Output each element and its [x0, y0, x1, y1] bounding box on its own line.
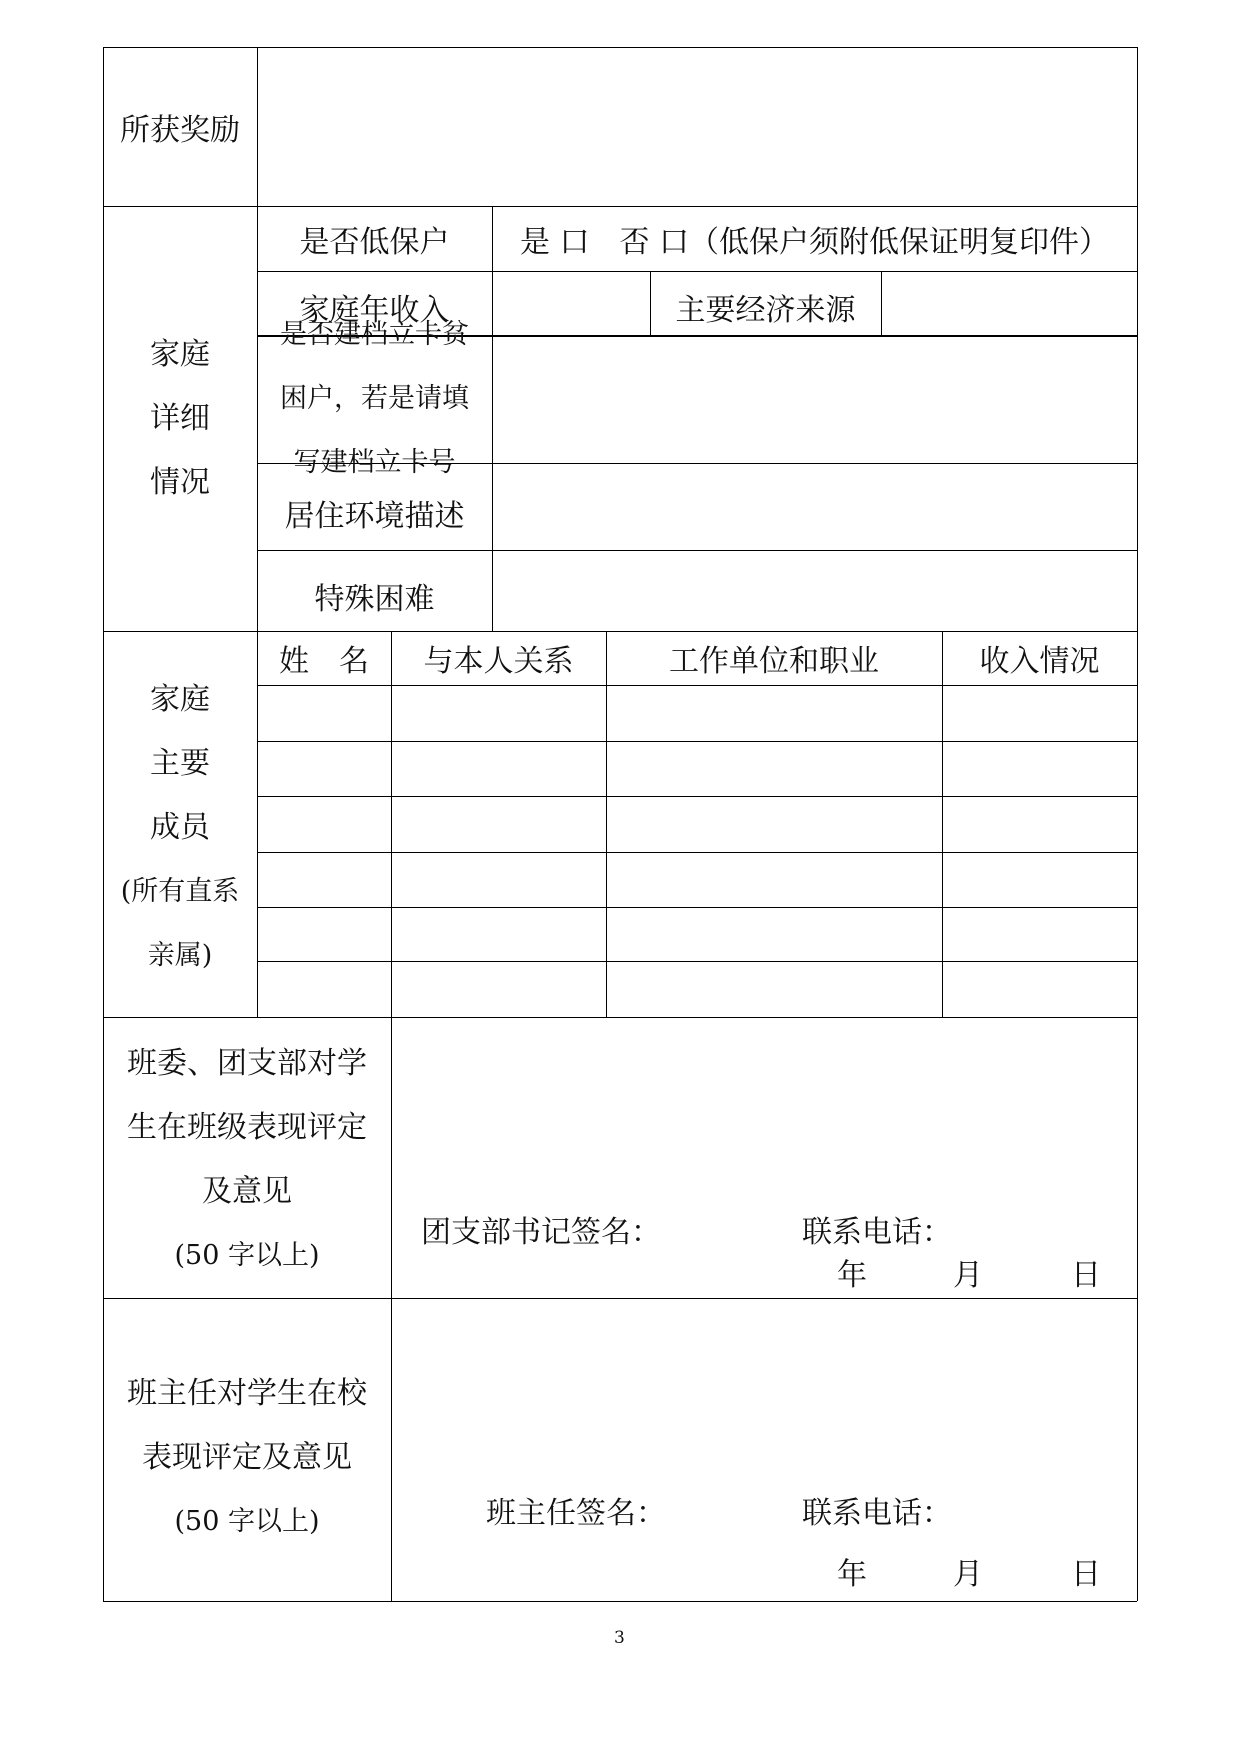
- poverty-card-field[interactable]: [493, 337, 1136, 462]
- date-month: 月: [953, 1557, 983, 1592]
- label-line: 表现评定及意见: [142, 1440, 352, 1475]
- row-divider: [257, 907, 1137, 908]
- label-line: 及意见: [202, 1174, 292, 1209]
- date-year: 年: [837, 1557, 867, 1592]
- row-divider: [257, 685, 1137, 686]
- date-day: 日: [1071, 1557, 1101, 1592]
- col-divider: [942, 631, 943, 1017]
- class-committee-label: [103, 1035, 391, 1285]
- label-line: 家庭: [150, 682, 210, 717]
- family-detail-label: [103, 206, 257, 631]
- label-line: (50 字以上): [174, 1240, 320, 1271]
- head-teacher-label: [103, 1358, 391, 1558]
- awards-field[interactable]: [258, 48, 1136, 205]
- annual-income-field[interactable]: [493, 272, 649, 334]
- header-income: 收入情况: [979, 644, 1100, 679]
- label-line: (所有直系: [120, 876, 240, 907]
- label-line: 是否建档立卡贫: [280, 319, 469, 350]
- col-divider: [606, 631, 607, 1017]
- row-divider: [257, 852, 1137, 853]
- label-line: 困户，若是请填: [280, 383, 469, 414]
- header-name: 姓 名: [279, 644, 369, 679]
- living-env-field[interactable]: [493, 464, 1136, 549]
- label-line: 情况: [150, 464, 210, 500]
- label-line: 写建档立卡号: [293, 447, 456, 478]
- page-number: 3: [614, 1628, 625, 1648]
- label-line: 家庭: [150, 336, 210, 372]
- label-line: 班委、团支部对学: [127, 1046, 367, 1081]
- label-line: (50 字以上): [174, 1506, 320, 1537]
- league-secretary-signature-label: 团支部书记签名：: [421, 1215, 661, 1250]
- low-income-checkboxes[interactable]: 是 口 否 口（低保户须附低保证明复印件）: [519, 224, 1110, 260]
- income-source-field[interactable]: [882, 272, 1136, 334]
- header-relationship: 与本人关系: [423, 644, 574, 679]
- head-teacher-comment-field[interactable]: [392, 1299, 1136, 1499]
- special-difficulty-field[interactable]: [493, 551, 1136, 630]
- row-divider: [257, 741, 1137, 742]
- head-teacher-signature-label: 班主任签名：: [486, 1496, 666, 1531]
- label-line: 生在班级表现评定: [127, 1110, 367, 1145]
- date-day: 日: [1071, 1258, 1101, 1293]
- header-employer: 工作单位和职业: [669, 644, 879, 679]
- family-members-label: [103, 660, 257, 996]
- date-year: 年: [837, 1258, 867, 1293]
- income-source-label: 主要经济来源: [675, 293, 856, 328]
- low-income-label: 是否低保户: [299, 224, 450, 260]
- label-line: 亲属): [147, 940, 213, 971]
- label-line: 班主任对学生在校: [127, 1376, 367, 1411]
- phone-label: 联系电话：: [802, 1496, 952, 1531]
- label-line: 主要: [150, 746, 210, 781]
- table-border: [103, 1601, 1137, 1602]
- label-line: 详细: [150, 400, 210, 436]
- awards-label: 所获奖励: [120, 112, 240, 148]
- label-line: 成员: [150, 810, 210, 845]
- row-divider: [257, 796, 1137, 797]
- class-committee-comment-field[interactable]: [392, 1018, 1136, 1218]
- phone-label: 联系电话：: [802, 1215, 952, 1250]
- row-divider: [257, 961, 1137, 962]
- annual-income-label: 家庭年收入: [299, 293, 450, 328]
- table-border: [1137, 47, 1138, 1601]
- special-difficulty-label: 特殊困难: [314, 581, 435, 617]
- date-month: 月: [953, 1258, 983, 1293]
- col-divider: [391, 631, 392, 1017]
- poverty-card-label: [257, 319, 492, 478]
- living-env-label: 居住环境描述: [284, 498, 465, 534]
